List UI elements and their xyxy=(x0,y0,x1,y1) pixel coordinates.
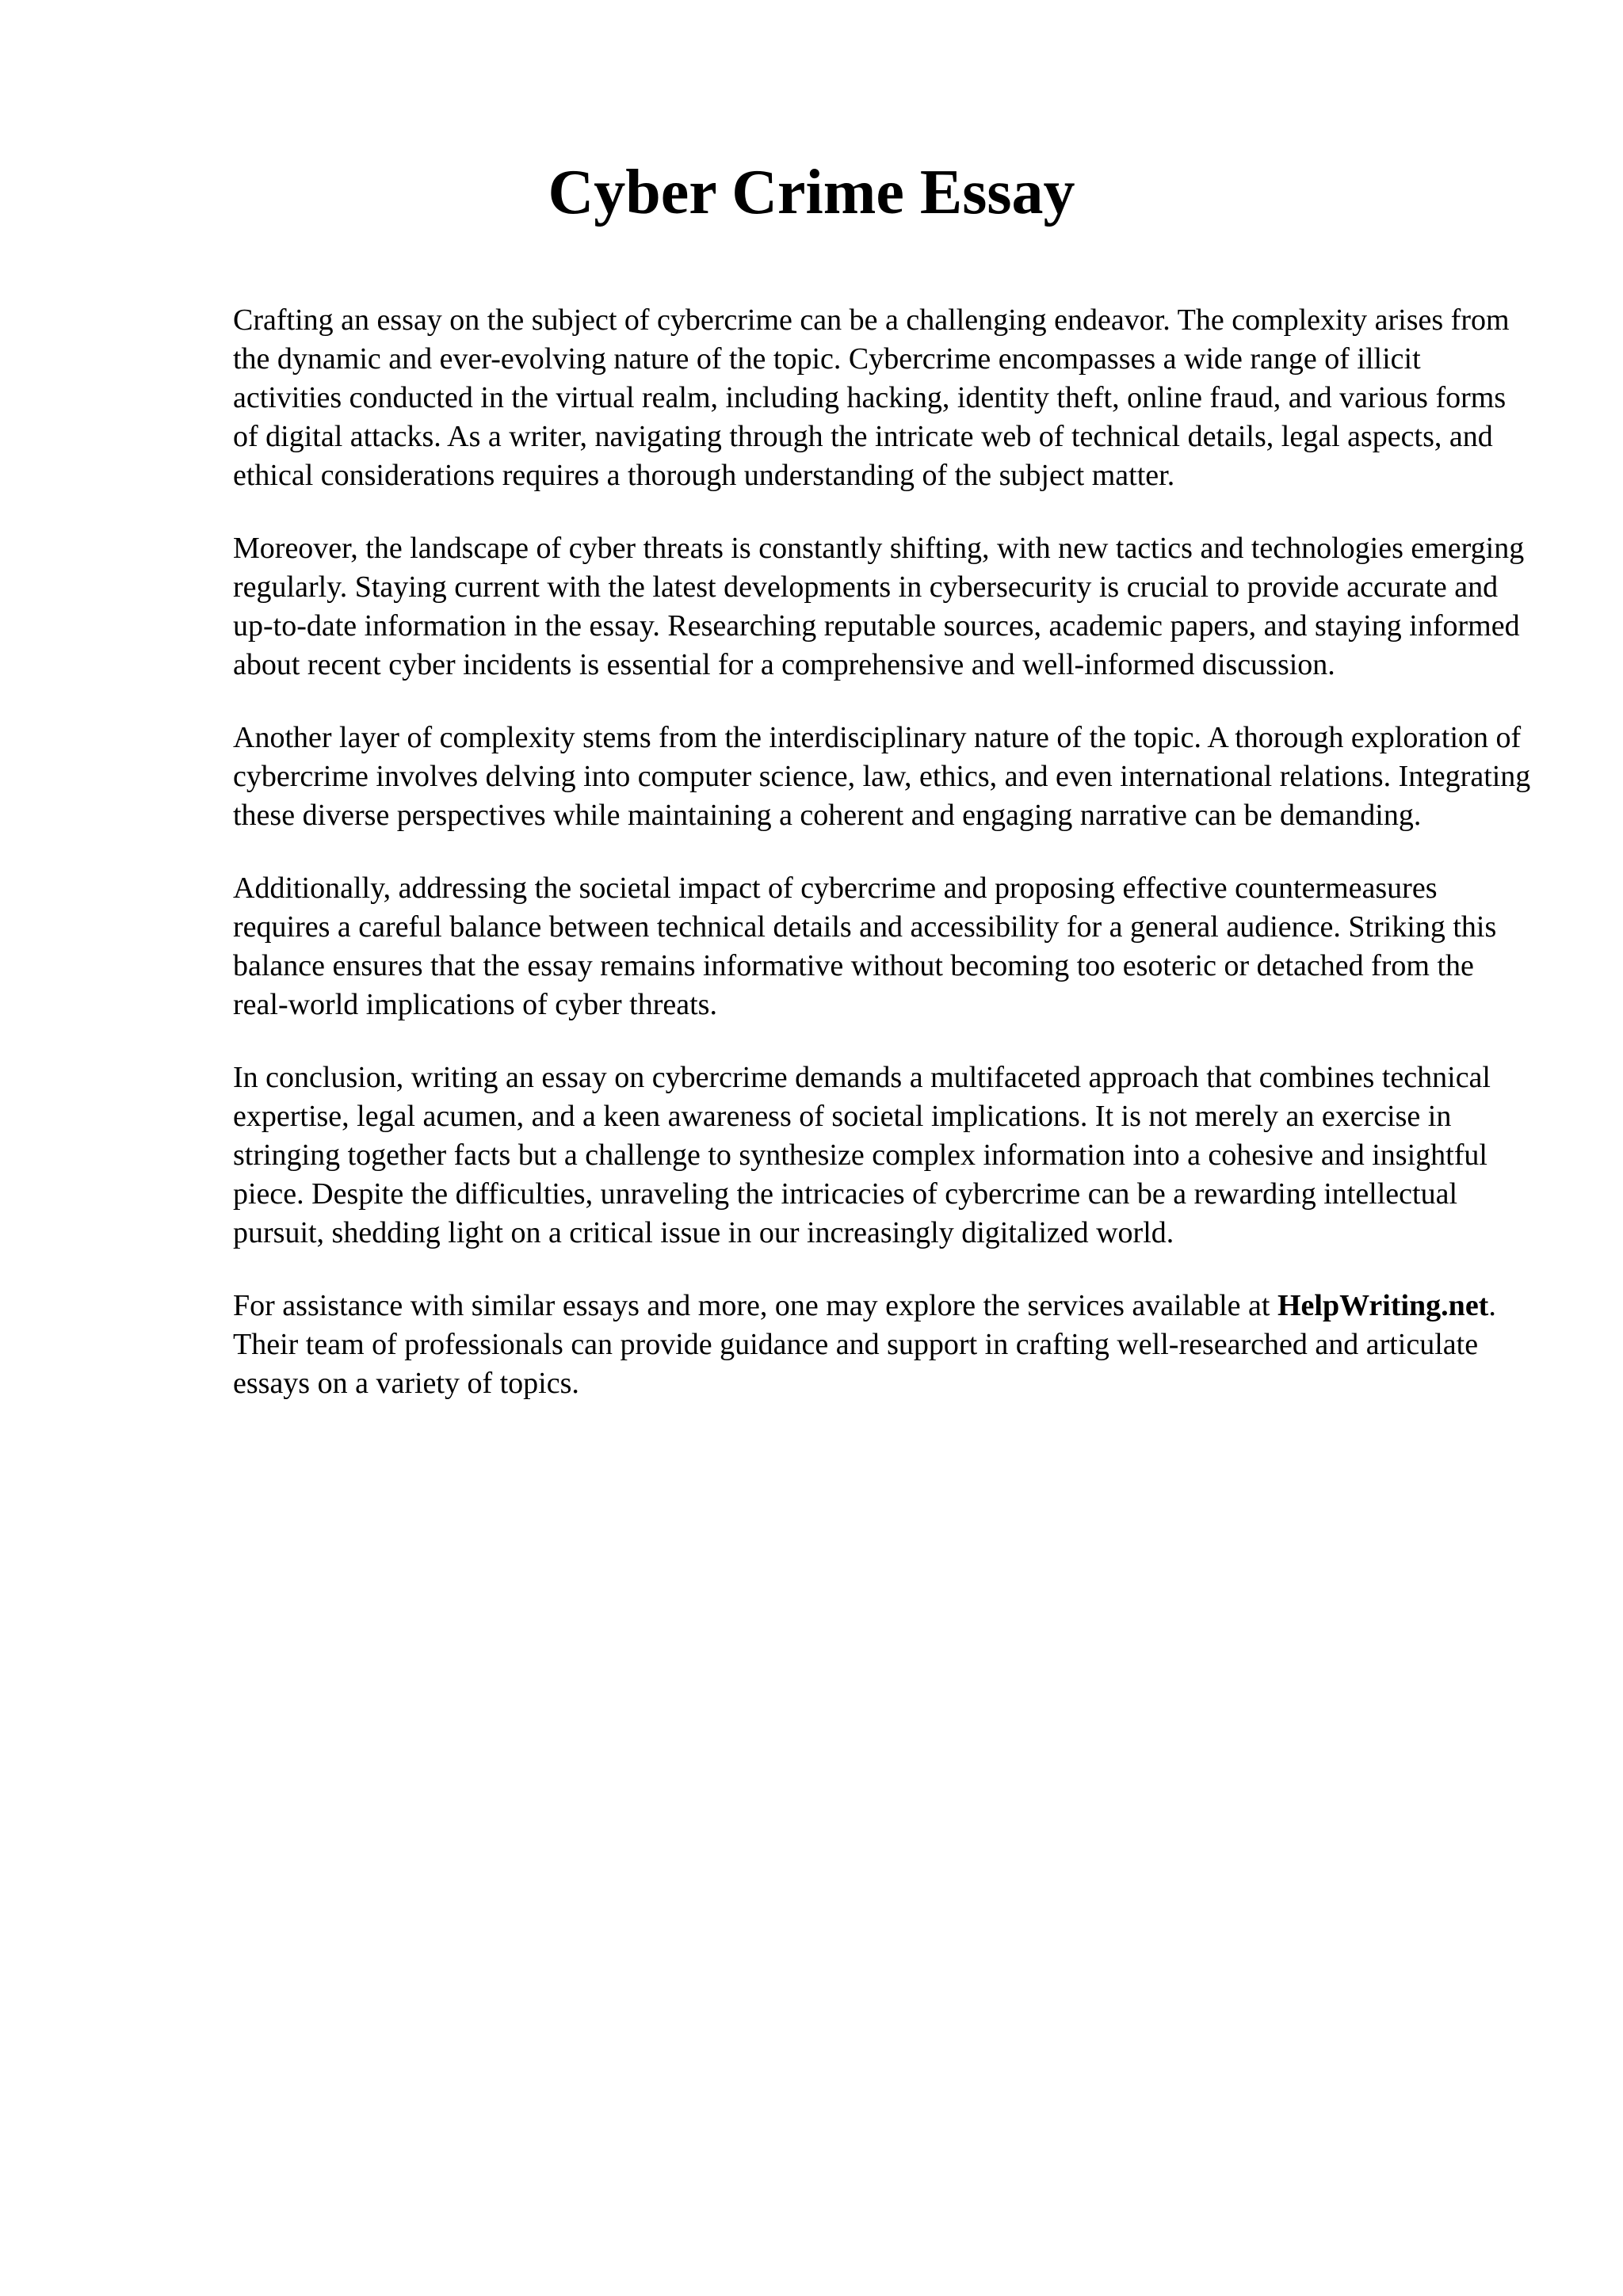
paragraph-2: Moreover, the landscape of cyber threats is constantly shifting, with new tactics and technologies emerging regularly. Staying current with the latest developments in cybersecurity is crucial to provide accurate and up-to-date information in the essay. Researching reputable sources, academic papers, and staying informed about recent cyber incidents is essential for a comprehensive and well-informed discussion. xyxy=(233,532,1525,681)
paragraph-3: Another layer of complexity stems from the interdisciplinary nature of the topic. A thorough exploration of cybercrime involves delving into computer science, law, ethics, and even international relations. Integrating these diverse perspectives while maintaining a coherent and engaging narrative can be demanding. xyxy=(233,721,1531,832)
closing-text-after: . Their team of professionals can provide guidance and support in crafting well-researched and articulate essays on a variety of topics. xyxy=(233,1289,1496,1400)
paragraph-5: In conclusion, writing an essay on cybercrime demands a multifaceted approach that combines technical expertise, legal acumen, and a keen awareness of societal implications. It is not merely an exercise in stringing together facts but a challenge to synthesize complex information into a cohesive and insightful piece. Despite the difficulties, unraveling the intricacies of cybercrime can be a rewarding intellectual pursuit, shedding light on a critical issue in our increasingly digitalized world. xyxy=(233,1061,1491,1249)
helpwriting-link[interactable]: HelpWriting.net xyxy=(1277,1289,1489,1322)
page-title: Cyber Crime Essay xyxy=(548,158,1075,227)
paragraph-1: Crafting an essay on the subject of cybercrime can be a challenging endeavor. The complexity arises from the dynamic and ever-evolving nature of the topic. Cybercrime encompasses a wide range of illicit activities conducted in the virtual realm, including hacking, identity theft, online fraud, and various forms of digital attacks. As a writer, navigating through the intricate web of technical details, legal aspects, and ethical considerations requires a thorough understanding of the subject matter. xyxy=(233,303,1510,492)
paragraph-4: Additionally, addressing the societal impact of cybercrime and proposing effective countermeasures requires a careful balance between technical details and accessibility for a general audience. Striking this balance ensures that the essay remains informative without becoming too esoteric or detached from the real-world implications of cyber threats. xyxy=(233,871,1497,1021)
closing-text-before: For assistance with similar essays and more, one may explore the services available at xyxy=(233,1289,1277,1322)
closing-paragraph xyxy=(233,1287,1533,1403)
essay-body xyxy=(233,301,1533,1437)
